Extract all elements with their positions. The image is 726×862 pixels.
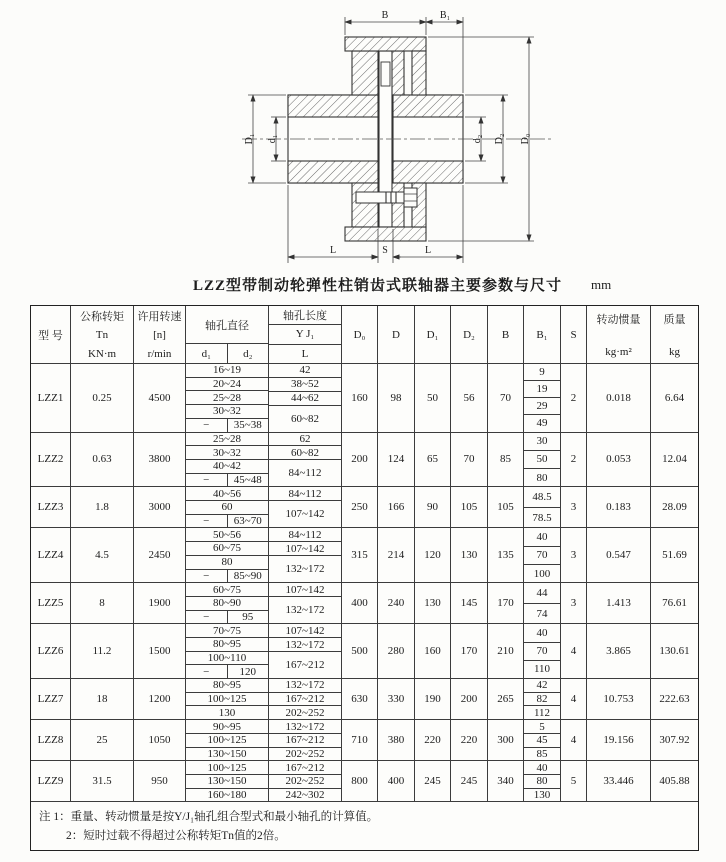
cell-mass: 51.69	[651, 528, 698, 583]
bore-split-row	[186, 474, 268, 488]
bore-range: 100~125	[186, 734, 268, 748]
bore-d1-value: −	[186, 474, 228, 487]
cell-mass: 130.61	[651, 624, 698, 679]
b1-value: 112	[524, 706, 560, 720]
table-row	[31, 364, 698, 433]
b1-value: 45	[524, 734, 560, 748]
b1-column	[524, 364, 561, 433]
bore-length-column	[269, 433, 342, 488]
bore-range: 16~19	[186, 364, 268, 378]
length-range: 84~112	[269, 460, 341, 487]
bore-diameter-column	[186, 433, 269, 488]
length-range: 132~172	[269, 720, 341, 734]
cell-torque: 8	[71, 583, 134, 624]
bore-range: 60	[186, 501, 268, 515]
cell-mass: 76.61	[651, 583, 698, 624]
table-header	[31, 306, 698, 364]
cell-mass: 6.64	[651, 364, 698, 433]
length-range: 132~172	[269, 679, 341, 693]
bore-range: 100~110	[186, 652, 268, 666]
length-range: 107~142	[269, 542, 341, 556]
cell-s: 3	[561, 583, 587, 624]
bore-range: 100~125	[186, 761, 268, 775]
table-row	[31, 487, 698, 528]
cell-d: 380	[378, 720, 415, 761]
dim-gap-label: S	[382, 245, 388, 256]
table-row	[31, 679, 698, 720]
header-bore-diameter: 轴孔直径 d₁ d₂	[186, 306, 269, 364]
cell-d: 124	[378, 433, 415, 488]
b1-value: 85	[524, 748, 560, 762]
bore-split-row	[186, 515, 268, 529]
cell-model: LZZ7	[31, 679, 71, 720]
header-s: S	[561, 306, 587, 364]
b1-value: 74	[524, 604, 560, 625]
cell-s: 2	[561, 364, 587, 433]
b1-value: 40	[524, 528, 560, 546]
table-row	[31, 624, 698, 679]
b1-column	[524, 433, 561, 488]
bore-d2-value: 63~70	[233, 515, 262, 528]
dim-left-len-label: L	[329, 245, 337, 256]
cell-d: 330	[378, 679, 415, 720]
dim-left-bore-label: d₁	[267, 134, 278, 144]
cell-s: 4	[561, 720, 587, 761]
length-range: 60~82	[269, 446, 341, 460]
b1-value: 80	[524, 775, 560, 789]
b1-value: 49	[524, 415, 560, 432]
bore-diameter-column	[186, 624, 269, 679]
bore-range: 80~95	[186, 679, 268, 693]
b1-value: 82	[524, 693, 560, 707]
cell-mass: 222.63	[651, 679, 698, 720]
cell-s: 2	[561, 433, 587, 488]
b1-value: 50	[524, 451, 560, 469]
cell-b: 105	[488, 487, 524, 528]
header-speed: 许用转速 [n] r/min	[134, 306, 186, 364]
bore-diameter-column	[186, 528, 269, 583]
length-range: 44~62	[269, 392, 341, 406]
bore-d2-value: 45~48	[233, 473, 262, 486]
bore-range: 90~95	[186, 720, 268, 734]
bore-d2-value: 95	[242, 610, 254, 623]
b1-column	[524, 583, 561, 624]
bore-d1-value: −	[186, 665, 228, 678]
bore-range: 30~32	[186, 405, 268, 419]
bore-length-column	[269, 528, 342, 583]
cell-d0: 250	[342, 487, 378, 528]
cell-model: LZZ6	[31, 624, 71, 679]
bore-length-column	[269, 720, 342, 761]
table-row	[31, 433, 698, 488]
bore-length-column	[269, 679, 342, 720]
cell-inertia: 1.413	[587, 583, 651, 624]
note-line-2: 2：短时过载不得超过公称转矩Tn值的2倍。	[66, 830, 286, 843]
cell-mass: 307.92	[651, 720, 698, 761]
length-range: 42	[269, 364, 341, 378]
dim-brake-wheel-dia-label: D₀	[520, 133, 531, 145]
cell-s: 3	[561, 487, 587, 528]
bore-length-column	[269, 624, 342, 679]
length-range: 107~142	[269, 624, 341, 638]
bore-range: 20~24	[186, 378, 268, 392]
bore-length-column	[269, 487, 342, 528]
bore-range: 40~56	[186, 487, 268, 501]
cell-dd1: 50	[415, 364, 451, 433]
bore-range: 60~75	[186, 583, 268, 597]
dim-right-bore-label: d₂	[472, 134, 483, 144]
cell-dd1: 90	[415, 487, 451, 528]
cell-dd1: 65	[415, 433, 451, 488]
coupling-cross-section-drawing	[0, 4, 726, 272]
table-row	[31, 761, 698, 802]
cell-inertia: 0.183	[587, 487, 651, 528]
length-range: 242~302	[269, 789, 341, 803]
length-range: 167~212	[269, 693, 341, 707]
table-body	[31, 364, 698, 802]
bore-range: 40~42	[186, 460, 268, 474]
cell-model: LZZ5	[31, 583, 71, 624]
bore-d2-value: 120	[239, 665, 256, 678]
length-range: 107~142	[269, 583, 341, 597]
cell-speed: 3000	[134, 487, 186, 528]
table-row	[31, 720, 698, 761]
header-inertia: 转动惯量 kg·m²	[587, 306, 651, 364]
header-mass: 质量 kg	[651, 306, 698, 364]
header-b: B	[488, 306, 524, 364]
cell-dd2: 220	[451, 720, 488, 761]
cell-b: 170	[488, 583, 524, 624]
cell-s: 5	[561, 761, 587, 802]
header-model: 型 号	[31, 306, 71, 364]
b1-value: 40	[524, 624, 560, 642]
bore-split-row	[186, 570, 268, 584]
b1-value: 80	[524, 469, 560, 487]
cell-b: 85	[488, 433, 524, 488]
cell-d: 166	[378, 487, 415, 528]
dim-left-hub-dia-label: D₁	[244, 133, 255, 145]
cell-speed: 3800	[134, 433, 186, 488]
length-range: 62	[269, 433, 341, 447]
cell-torque: 18	[71, 679, 134, 720]
cell-torque: 0.25	[71, 364, 134, 433]
cell-d0: 200	[342, 433, 378, 488]
length-range: 202~252	[269, 706, 341, 720]
header-torque: 公称转矩 Tn KN·m	[71, 306, 134, 364]
bore-length-column	[269, 364, 342, 433]
length-range: 167~212	[269, 761, 341, 775]
cell-speed: 1200	[134, 679, 186, 720]
b1-column	[524, 761, 561, 802]
cell-inertia: 0.018	[587, 364, 651, 433]
b1-value: 78.5	[524, 508, 560, 529]
b1-column	[524, 679, 561, 720]
dim-b-label: B	[381, 10, 389, 21]
header-bore-length: 轴孔长度 Y J₁ L	[269, 306, 342, 364]
cell-model: LZZ1	[31, 364, 71, 433]
cell-dd1: 120	[415, 528, 451, 583]
bore-length-column	[269, 761, 342, 802]
bore-d2-value: 85~90	[233, 569, 262, 582]
dim-b1-label: B₁	[439, 10, 451, 21]
unit-label: mm	[591, 277, 612, 292]
b1-value: 40	[524, 761, 560, 775]
bore-diameter-column	[186, 583, 269, 624]
table-row	[31, 528, 698, 583]
b1-value: 70	[524, 643, 560, 661]
bore-d1-value: −	[186, 515, 228, 528]
bore-diameter-column	[186, 720, 269, 761]
cell-speed: 1900	[134, 583, 186, 624]
b1-value: 100	[524, 565, 560, 583]
cell-torque: 0.63	[71, 433, 134, 488]
dim-right-hub-dia-label: D₂	[494, 133, 505, 145]
bore-diameter-column	[186, 364, 269, 433]
cell-model: LZZ8	[31, 720, 71, 761]
cell-dd2: 200	[451, 679, 488, 720]
bore-range: 70~75	[186, 624, 268, 638]
b1-column	[524, 528, 561, 583]
cell-dd2: 105	[451, 487, 488, 528]
cell-b: 340	[488, 761, 524, 802]
cell-speed: 1500	[134, 624, 186, 679]
cell-model: LZZ2	[31, 433, 71, 488]
bore-range: 130~150	[186, 775, 268, 789]
length-range: 38~52	[269, 378, 341, 392]
length-range: 132~172	[269, 597, 341, 624]
length-range: 132~172	[269, 556, 341, 583]
header-d: D	[378, 306, 415, 364]
cell-dd2: 56	[451, 364, 488, 433]
length-range: 84~112	[269, 487, 341, 501]
b1-value: 9	[524, 364, 560, 381]
length-range: 132~172	[269, 638, 341, 652]
cell-speed: 1050	[134, 720, 186, 761]
cell-speed: 950	[134, 761, 186, 802]
length-range: 202~252	[269, 748, 341, 762]
header-d0: D₀	[342, 306, 378, 364]
bore-diameter-column	[186, 679, 269, 720]
length-range: 107~142	[269, 501, 341, 528]
header-dd1: D₁	[415, 306, 451, 364]
cell-d: 280	[378, 624, 415, 679]
cell-d0: 400	[342, 583, 378, 624]
cell-torque: 11.2	[71, 624, 134, 679]
bore-split-row	[186, 419, 268, 433]
length-range: 60~82	[269, 406, 341, 433]
bore-range: 100~125	[186, 693, 268, 707]
cell-dd1: 160	[415, 624, 451, 679]
footnotes	[31, 802, 698, 850]
cell-d: 214	[378, 528, 415, 583]
header-b1: B₁	[524, 306, 561, 364]
cell-speed: 2450	[134, 528, 186, 583]
length-range: 167~212	[269, 734, 341, 748]
cell-s: 4	[561, 679, 587, 720]
cell-inertia: 0.053	[587, 433, 651, 488]
b1-value: 48.5	[524, 487, 560, 508]
cell-d0: 315	[342, 528, 378, 583]
cell-speed: 4500	[134, 364, 186, 433]
bore-range: 80~90	[186, 597, 268, 611]
cell-d0: 160	[342, 364, 378, 433]
b1-value: 130	[524, 789, 560, 803]
cell-d: 400	[378, 761, 415, 802]
b1-value: 70	[524, 547, 560, 565]
length-range: 202~252	[269, 775, 341, 789]
bore-split-row	[186, 611, 268, 625]
length-range: 167~212	[269, 652, 341, 679]
cell-d0: 800	[342, 761, 378, 802]
cell-b: 300	[488, 720, 524, 761]
header-d1: d₁	[186, 344, 228, 363]
b1-value: 110	[524, 661, 560, 679]
cell-dd2: 130	[451, 528, 488, 583]
cell-dd2: 245	[451, 761, 488, 802]
b1-value: 42	[524, 679, 560, 693]
cell-inertia: 0.547	[587, 528, 651, 583]
cell-torque: 31.5	[71, 761, 134, 802]
b1-value: 44	[524, 583, 560, 604]
cell-b: 135	[488, 528, 524, 583]
cell-s: 3	[561, 528, 587, 583]
cell-dd1: 245	[415, 761, 451, 802]
cell-inertia: 3.865	[587, 624, 651, 679]
bore-range: 80~95	[186, 638, 268, 652]
cell-b: 265	[488, 679, 524, 720]
bore-range: 130~150	[186, 748, 268, 762]
cell-d0: 630	[342, 679, 378, 720]
cell-model: LZZ9	[31, 761, 71, 802]
table-row	[31, 583, 698, 624]
bore-length-column	[269, 583, 342, 624]
cell-dd2: 70	[451, 433, 488, 488]
bore-d1-value: −	[186, 570, 228, 583]
bore-range: 80	[186, 556, 268, 570]
bore-d2-value: 35~38	[233, 419, 262, 432]
cell-dd1: 130	[415, 583, 451, 624]
bore-range: 50~56	[186, 528, 268, 542]
cell-mass: 28.09	[651, 487, 698, 528]
b1-column	[524, 720, 561, 761]
cell-d0: 500	[342, 624, 378, 679]
cell-dd1: 220	[415, 720, 451, 761]
cell-b: 70	[488, 364, 524, 433]
cell-mass: 12.04	[651, 433, 698, 488]
bore-range: 160~180	[186, 789, 268, 803]
bore-range: 130	[186, 706, 268, 720]
spec-table	[30, 305, 699, 851]
cell-d: 240	[378, 583, 415, 624]
header-d2: d₂	[243, 347, 253, 360]
cell-inertia: 10.753	[587, 679, 651, 720]
header-dd2: D₂	[451, 306, 488, 364]
cell-b: 210	[488, 624, 524, 679]
cell-s: 4	[561, 624, 587, 679]
length-range: 84~112	[269, 528, 341, 542]
b1-column	[524, 487, 561, 528]
cell-d: 98	[378, 364, 415, 433]
title-row	[0, 274, 726, 298]
cell-torque: 25	[71, 720, 134, 761]
b1-value: 5	[524, 720, 560, 734]
bore-diameter-column	[186, 761, 269, 802]
bore-split-row	[186, 665, 268, 679]
cell-model: LZZ4	[31, 528, 71, 583]
b1-value: 29	[524, 398, 560, 415]
cell-dd2: 145	[451, 583, 488, 624]
bore-range: 30~32	[186, 446, 268, 460]
cell-model: LZZ3	[31, 487, 71, 528]
cell-torque: 1.8	[71, 487, 134, 528]
cell-dd1: 190	[415, 679, 451, 720]
note-line-1: 注 1：重量、转动惯量是按Y/J₁轴孔组合型式和最小轴孔的计算值。	[39, 811, 379, 824]
cell-mass: 405.88	[651, 761, 698, 802]
bore-diameter-column	[186, 487, 269, 528]
b1-value: 19	[524, 381, 560, 398]
cell-dd2: 170	[451, 624, 488, 679]
b1-column	[524, 624, 561, 679]
cell-torque: 4.5	[71, 528, 134, 583]
bore-d1-value: −	[186, 611, 228, 624]
cell-d0: 710	[342, 720, 378, 761]
b1-value: 30	[524, 433, 560, 451]
bore-d1-value: −	[186, 419, 228, 432]
dim-right-len-label: L	[424, 245, 432, 256]
bore-range: 25~28	[186, 391, 268, 405]
bore-range: 25~28	[186, 433, 268, 447]
page-title: LZZ型带制动轮弹性柱销齿式联轴器主要参数与尺寸	[193, 278, 563, 294]
cell-inertia: 19.156	[587, 720, 651, 761]
bore-range: 60~75	[186, 542, 268, 556]
cell-inertia: 33.446	[587, 761, 651, 802]
